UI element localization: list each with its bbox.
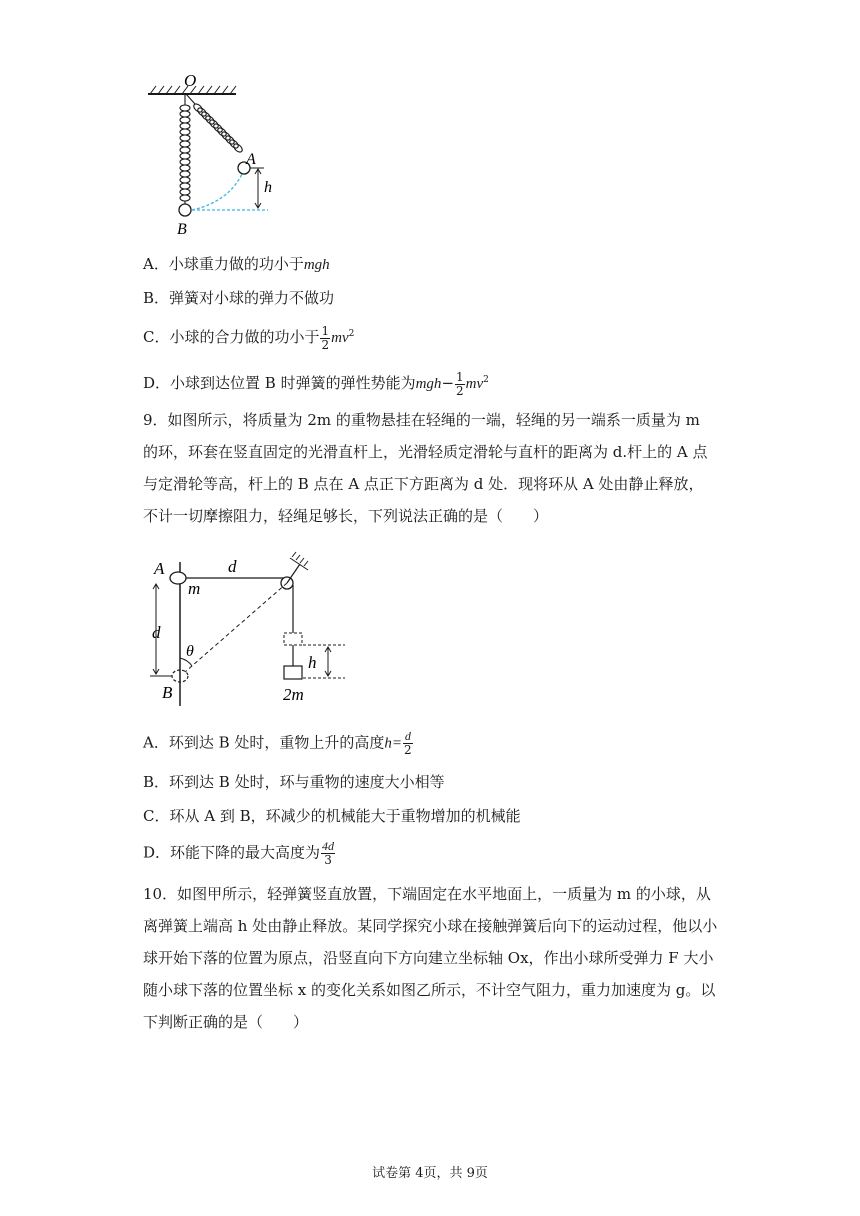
q9-option-d: D．环能下降的最大高度为 $\frac{4d}{3}$ xyxy=(143,839,335,867)
page-footer: 试卷第 4页，共 9页 xyxy=(372,1166,488,1181)
label-d-top: d xyxy=(228,557,237,576)
q8-option-d: D．小球到达位置 B 时弹簧的弹性势能为mgh− $\frac{1}{2}$ $mv^2$ xyxy=(143,369,489,398)
vertical-spring xyxy=(180,94,190,204)
weight-dashed xyxy=(284,633,302,645)
q10-stem: 10．如图甲所示，轻弹簧竖直放置，下端固定在水平地面上，一质量为 m 的小球，从离弹簧上端高 h 处由静止释放。某同学探究小球在接触弹簧后向下的运动过程，他以小球开始下落的位置为原点，沿竖直向下方向建立坐标轴 Ox，作出小球所受弹力 F 大小随小球下落的位置坐标 x 的变化关系如图乙所示，不计空气阻力，重力加速度为 g。以下判断正确的是（ ） xyxy=(143,885,718,1031)
weight-2m xyxy=(284,666,302,679)
fraction: $\frac{1}{2}$ xyxy=(321,323,330,352)
label-B: B xyxy=(162,683,173,702)
rope-dashed-diagonal xyxy=(185,583,287,672)
pulley-mount xyxy=(287,564,300,583)
fraction: $\frac{4d}{3}$ xyxy=(322,839,335,867)
ring-A xyxy=(170,572,186,584)
q9-stem: 9．如图所示，将质量为 2m 的重物悬挂在轻绳的一端，轻绳的另一端系一质量为 m 的环，环套在竖直固定的光滑直杆上，光滑轻质定滑轮与直杆的距离为 d.杆上的 A 点与定滑轮等高，杆上的 B 点在 A 点正下方距离为 d 处．现将环从 A 处由静止释放，不计一切摩擦阻力，轻绳足够长，下列说法正确的是（ ） xyxy=(143,411,708,525)
q9-option-c: C．环从 A 到 B，环减少的机械能大于重物增加的机械能 xyxy=(143,807,521,825)
diagonal-spring xyxy=(186,94,244,154)
label-h: h xyxy=(264,179,272,196)
q8-option-c: C．小球的合力做的功小于 $\frac{1}{2}$ $mv^2$ xyxy=(143,323,355,352)
label-m: m xyxy=(188,579,201,598)
q9-option-b: B．环到达 B 处时，环与重物的速度大小相等 xyxy=(143,773,445,791)
label-B: B xyxy=(177,221,187,238)
q8-option-b: B．弹簧对小球的弹力不做功 xyxy=(143,289,335,307)
fraction: $\frac{d}{2}$ xyxy=(404,729,412,757)
label-O: O xyxy=(184,71,197,90)
label-A: A xyxy=(154,559,165,578)
arc-path xyxy=(192,174,242,210)
label-2m: 2m xyxy=(283,685,304,704)
ring-pulley-figure xyxy=(140,548,370,710)
spring-pendulum-figure xyxy=(140,66,280,238)
wall-hatch xyxy=(290,552,308,570)
label-A: A xyxy=(246,151,256,168)
q9-option-a: A．环到达 B 处时，重物上升的高度h= $\frac{d}{2}$ xyxy=(143,729,412,757)
label-h: h xyxy=(308,653,317,672)
q8-option-a: A．小球重力做的功小于mgh xyxy=(143,255,330,273)
ball-B xyxy=(179,204,191,216)
fraction: $\frac{1}{2}$ xyxy=(456,369,464,398)
label-d-left: d xyxy=(152,623,161,642)
label-theta: θ xyxy=(186,643,194,660)
